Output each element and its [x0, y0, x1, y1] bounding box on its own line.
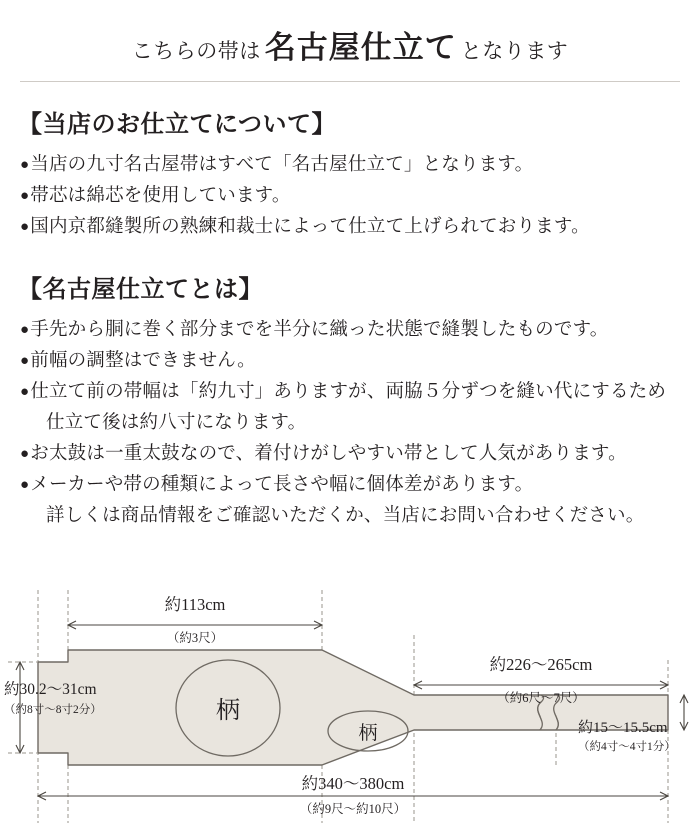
dimension-right [414, 681, 668, 689]
section-title: 【名古屋仕立てとは】 [18, 276, 263, 303]
page-header [0, 0, 700, 67]
bullet-text: 手先から胴に巻く部分までを半分に織った状態で縫製したものです。 [30, 319, 609, 340]
bullet-dot-icon: ● [20, 445, 30, 462]
header-prefix: こちらの帯は [131, 39, 261, 63]
dimension-top [68, 621, 322, 629]
dimension-bottom-cm: 約340〜380cm [301, 774, 405, 793]
dimension-far-right-cm: 約15〜15.5cm [578, 720, 668, 736]
section-about-tailoring [0, 104, 700, 243]
bullet-text: 国内京都縫製所の熟練和裁士によって仕立て上げられております。 [30, 216, 590, 237]
bullet-text: 当店の九寸名古屋帯はすべて「名古屋仕立て」となります。 [30, 155, 534, 175]
bullet-text: 前幅の調整はできません。 [30, 350, 256, 371]
bullet-dot-icon: ● [20, 352, 30, 369]
dimension-top-shaku: （約3尺） [166, 631, 224, 645]
bullet-dot-icon: ● [20, 157, 30, 173]
bullet-item [20, 471, 684, 501]
bullet-item [20, 440, 684, 470]
bullet-text: お太鼓は一重太鼓なので、着付けがしやすい帯として人気があります。 [30, 443, 627, 464]
section-what-is-nagoya [0, 269, 700, 532]
dimension-left-shaku: （約8寸〜8寸2分） [4, 704, 102, 716]
bullet-item [20, 182, 684, 212]
bullet-item [20, 151, 684, 181]
dimension-bottom [38, 792, 668, 800]
bullet-item [20, 213, 684, 243]
obi-dimension-diagram [0, 565, 700, 840]
section-title: 【当店のお仕立てについて】 [18, 112, 337, 138]
bullet-text: 仕立て前の帯幅は「約九寸」ありますが、両脇５分ずつを縫い代にするため [30, 381, 667, 402]
header-suffix: となります [460, 39, 569, 63]
bullet-dot-icon: ● [20, 187, 30, 204]
dimension-bottom-shaku: （約9尺〜約10尺） [299, 802, 407, 816]
bullet-dot-icon: ● [20, 383, 30, 400]
dimension-right-shaku: （約6尺〜7尺） [497, 691, 585, 705]
bullet-text: 帯芯は綿芯を使用しています。 [30, 185, 291, 206]
dimension-far-right-shaku: （約4寸〜4寸1分） [578, 741, 676, 753]
header-divider [20, 81, 680, 82]
pattern-label-large: 柄 [216, 698, 240, 724]
dimension-far-right-height [680, 695, 688, 730]
bullet-text: メーカーや帯の種類によって長さや幅に個体差があります。 [30, 474, 534, 495]
bullet-item [20, 347, 684, 377]
bullet-item [20, 378, 684, 408]
bullet-continuation: 仕立て後は約八寸になります。 [46, 412, 307, 433]
pattern-label-small: 柄 [358, 723, 378, 744]
bullet-dot-icon: ● [20, 321, 30, 338]
bullet-item [20, 316, 684, 346]
bullet-continuation: 詳しくは商品情報をご確認いただくか、当店にお問い合わせください。 [46, 505, 645, 526]
header-emphasis: 名古屋仕立て [264, 30, 457, 65]
dimension-top-cm: 約113cm [164, 595, 226, 614]
dimension-left-cm: 約30.2〜31cm [4, 681, 97, 698]
bullet-dot-icon: ● [20, 218, 30, 235]
dimension-right-cm: 約226〜265cm [489, 655, 593, 674]
bullet-dot-icon: ● [20, 476, 30, 493]
